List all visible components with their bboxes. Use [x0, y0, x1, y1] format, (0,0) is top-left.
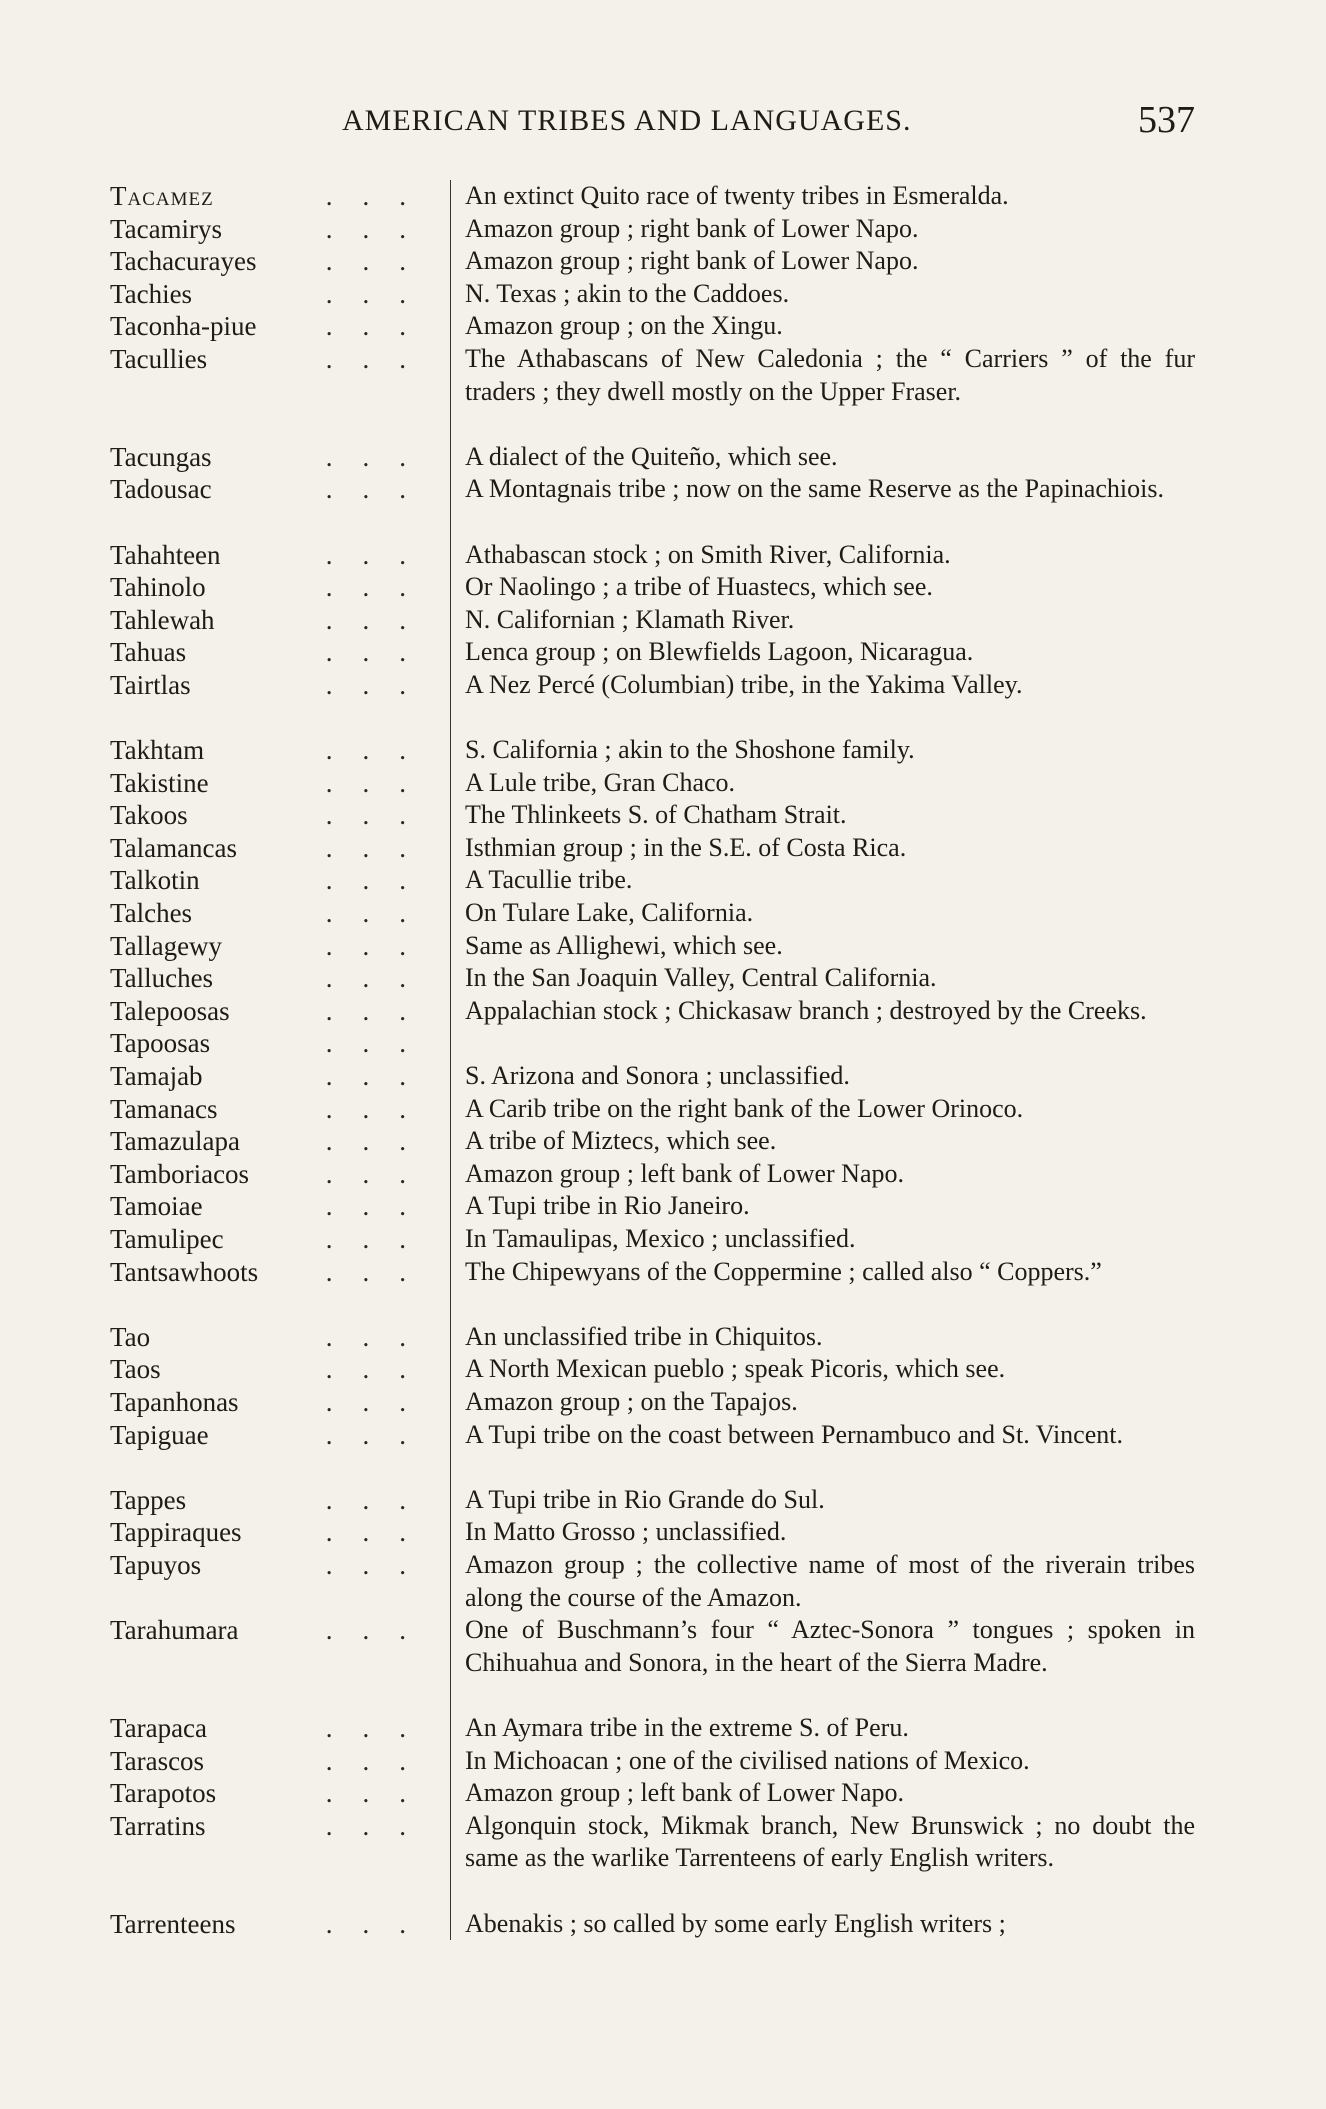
entry-description: A Tupi tribe in Rio Grande do Sul.: [450, 1484, 1195, 1517]
entry-name: [110, 962, 450, 995]
entry-name: [110, 180, 450, 213]
entry-name-text: Tahinolo: [110, 572, 206, 603]
entry-row: [110, 1190, 1195, 1223]
entry-name: [110, 1125, 450, 1158]
entry-row: [110, 995, 1195, 1028]
entry-description: A Tupi tribe on the coast between Pernambuco and St. Vincent.: [450, 1419, 1195, 1484]
running-title: AMERICAN TRIBES AND LANGUAGES.: [342, 104, 912, 137]
entry-name-text: Tarrenteens: [110, 1908, 236, 1939]
entry-description: Lenca group ; on Blewfields Lagoon, Nicaragua.: [450, 636, 1195, 669]
entry-description: A tribe of Miztecs, which see.: [450, 1125, 1195, 1158]
leader-dots: ...: [325, 1321, 436, 1352]
entry-description: A North Mexican pueblo ; speak Picoris, which see.: [450, 1353, 1195, 1386]
entry-name: [110, 1093, 450, 1126]
entry-name: [110, 864, 450, 897]
entry-row: [110, 1516, 1195, 1549]
entry-description: An extinct Quito race of twenty tribes in Esmeralda.: [450, 180, 1195, 213]
leader-dots: ...: [325, 637, 436, 668]
leader-dots: ...: [325, 995, 436, 1026]
leader-dots: ...: [325, 474, 436, 505]
entry-list: [110, 180, 1195, 1940]
leader-dots: ...: [325, 1745, 436, 1776]
entry-row: [110, 1810, 1195, 1908]
leader-dots: ...: [325, 1484, 436, 1515]
leader-dots: ...: [325, 898, 436, 929]
entry-description: Amazon group ; the collective name of most of the riverain tribes along the course of the Amazon.: [450, 1549, 1195, 1614]
entry-name: [110, 799, 450, 832]
entry-row: [110, 1614, 1195, 1712]
entry-description: A Tupi tribe in Rio Janeiro.: [450, 1190, 1195, 1223]
entry-name: [110, 1190, 450, 1223]
entry-row: [110, 636, 1195, 669]
entry-name: [110, 1419, 450, 1452]
entry-description: Amazon group ; right bank of Lower Napo.: [450, 213, 1195, 246]
entry-description: Isthmian group ; in the S.E. of Costa Rica.: [450, 832, 1195, 865]
entry-description: Amazon group ; right bank of Lower Napo.: [450, 245, 1195, 278]
entry-description: Abenakis ; so called by some early English writers ;: [450, 1908, 1195, 1941]
entry-name-text: Talepoosas: [110, 995, 230, 1026]
entry-name-text: Tadousac: [110, 474, 212, 505]
entry-name-text: Tacamez: [110, 181, 214, 211]
entry-name: [110, 1549, 450, 1582]
leader-dots: ...: [325, 1126, 436, 1157]
entry-name-text: Tacamirys: [110, 213, 223, 244]
entry-name: [110, 1223, 450, 1256]
leader-dots: ...: [325, 213, 436, 244]
entry-name: [110, 995, 450, 1028]
entry-row: [110, 799, 1195, 832]
entry-name: [110, 1158, 450, 1191]
leader-dots: ...: [325, 1028, 436, 1059]
entry-row: [110, 539, 1195, 572]
entry-row: [110, 1484, 1195, 1517]
entry-row: [110, 180, 1195, 213]
leader-dots: ...: [325, 1517, 436, 1548]
entry-name-text: Tacullies: [110, 343, 208, 374]
entry-name: [110, 441, 450, 474]
entry-name-text: Talluches: [110, 963, 214, 994]
entry-description: On Tulare Lake, California.: [450, 897, 1195, 930]
entry-description: Amazon group ; on the Tapajos.: [450, 1386, 1195, 1419]
entry-name: [110, 1353, 450, 1386]
entry-description: An unclassified tribe in Chiquitos.: [450, 1321, 1195, 1354]
entry-name-text: Tairtlas: [110, 669, 191, 700]
entry-name-text: Tamoiae: [110, 1191, 203, 1222]
entry-name-text: Talamancas: [110, 832, 238, 863]
entry-row: [110, 310, 1195, 343]
leader-dots: ...: [325, 604, 436, 635]
entry-description: Appalachian stock ; Chickasaw branch ; destroyed by the Creeks.: [450, 995, 1195, 1028]
entry-name-text: Tahlewah: [110, 604, 215, 635]
entry-name-text: Talches: [110, 898, 193, 929]
entry-name: [110, 636, 450, 669]
leader-dots: ...: [325, 1061, 436, 1092]
leader-dots: ...: [325, 800, 436, 831]
entry-row: [110, 897, 1195, 930]
entry-description: Or Naolingo ; a tribe of Huastecs, which see.: [450, 571, 1195, 604]
entry-name-text: Taconha-piue: [110, 311, 257, 342]
leader-dots: ...: [325, 767, 436, 798]
entry-description: Amazon group ; left bank of Lower Napo.: [450, 1777, 1195, 1810]
entry-name: [110, 734, 450, 767]
leader-dots: ...: [325, 441, 436, 472]
entry-name-text: Takoos: [110, 800, 188, 831]
entry-name: [110, 473, 450, 506]
entry-row: [110, 1386, 1195, 1419]
entry-description: S. California ; akin to the Shoshone family.: [450, 734, 1195, 767]
entry-name-text: Taos: [110, 1354, 161, 1385]
entry-name-text: Tao: [110, 1321, 151, 1352]
entry-row: [110, 930, 1195, 963]
leader-dots: ...: [325, 1256, 436, 1287]
entry-name-text: Talkotin: [110, 865, 200, 896]
leader-dots: ...: [325, 963, 436, 994]
entry-description: Amazon group ; left bank of Lower Napo.: [450, 1158, 1195, 1191]
leader-dots: ...: [325, 1810, 436, 1841]
entry-row: [110, 278, 1195, 311]
entry-name: [110, 278, 450, 311]
leader-dots: ...: [325, 311, 436, 342]
entry-name-text: Tarascos: [110, 1745, 205, 1776]
entry-description: A Nez Percé (Columbian) tribe, in the Yakima Valley.: [450, 669, 1195, 734]
entry-description: The Chipewyans of the Coppermine ; called also “ Coppers.”: [450, 1256, 1195, 1321]
leader-dots: ...: [325, 1615, 436, 1646]
leader-dots: ...: [325, 735, 436, 766]
leader-dots: ...: [325, 1778, 436, 1809]
entry-name-text: Tachacurayes: [110, 246, 257, 277]
entry-name: [110, 1908, 450, 1941]
entry-name-text: Tappes: [110, 1484, 187, 1515]
entry-name: [110, 604, 450, 637]
entry-name: [110, 1777, 450, 1810]
leader-dots: ...: [325, 539, 436, 570]
entry-row: [110, 343, 1195, 441]
leader-dots: ...: [325, 181, 436, 211]
entry-name: [110, 571, 450, 604]
entry-row: [110, 473, 1195, 538]
entry-description: Athabascan stock ; on Smith River, California.: [450, 539, 1195, 572]
entry-row: [110, 1908, 1195, 1941]
entry-name: [110, 930, 450, 963]
entry-description: Algonquin stock, Mikmak branch, New Brunswick ; no doubt the same as the warlike Tarrenteens of early English writers.: [450, 1810, 1195, 1908]
entry-name: [110, 1060, 450, 1093]
entry-description: In Matto Grosso ; unclassified.: [450, 1516, 1195, 1549]
page-number: 537: [1138, 99, 1195, 141]
leader-dots: ...: [325, 572, 436, 603]
entry-description: N. Californian ; Klamath River.: [450, 604, 1195, 637]
entry-row: [110, 245, 1195, 278]
entry-name: [110, 767, 450, 800]
entry-row: [110, 441, 1195, 474]
leader-dots: ...: [325, 1712, 436, 1743]
entry-name: [110, 897, 450, 930]
entry-name-text: Tarapotos: [110, 1778, 217, 1809]
leader-dots: ...: [325, 1908, 436, 1939]
entry-name-text: Tarahumara: [110, 1615, 239, 1646]
entry-name: [110, 343, 450, 376]
entry-name-text: Tappiraques: [110, 1517, 242, 1548]
leader-dots: ...: [325, 669, 436, 700]
entry-description: A Tacullie tribe.: [450, 864, 1195, 897]
entry-row: [110, 1223, 1195, 1256]
entry-name-text: Takistine: [110, 767, 209, 798]
entry-name-text: Tachies: [110, 278, 193, 309]
entry-row: [110, 1060, 1195, 1093]
entry-name-text: Tahahteen: [110, 539, 221, 570]
entry-name: [110, 1810, 450, 1843]
entry-row: [110, 767, 1195, 800]
entry-description: The Athabascans of New Caledonia ; the “ Carriers ” of the fur traders ; they dwell mostly on the Upper Fraser.: [450, 343, 1195, 441]
entry-name-text: Tamajab: [110, 1061, 203, 1092]
entry-row: [110, 213, 1195, 246]
entry-row: [110, 1549, 1195, 1614]
leader-dots: ...: [325, 1354, 436, 1385]
leader-dots: ...: [325, 1419, 436, 1450]
leader-dots: ...: [325, 1549, 436, 1580]
entry-name-text: Tarapaca: [110, 1712, 208, 1743]
entry-name: [110, 213, 450, 246]
entry-name-text: Tamanacs: [110, 1093, 218, 1124]
leader-dots: ...: [325, 1224, 436, 1255]
entry-description: A dialect of the Quiteño, which see.: [450, 441, 1195, 474]
entry-row: [110, 1321, 1195, 1354]
entry-row: [110, 1093, 1195, 1126]
page-header: [110, 99, 1195, 148]
entry-name-text: Tapiguae: [110, 1419, 209, 1450]
entry-row: [110, 1027, 1195, 1060]
leader-dots: ...: [325, 343, 436, 374]
entry-description: The Thlinkeets S. of Chatham Strait.: [450, 799, 1195, 832]
entry-description: A Montagnais tribe ; now on the same Reserve as the Papinachiois.: [450, 473, 1195, 538]
entry-name-text: Takhtam: [110, 735, 205, 766]
leader-dots: ...: [325, 246, 436, 277]
entry-name-text: Tahuas: [110, 637, 187, 668]
entry-name: [110, 1745, 450, 1778]
entry-name: [110, 1256, 450, 1289]
entry-name: [110, 1321, 450, 1354]
entry-row: [110, 669, 1195, 734]
entry-row: [110, 1158, 1195, 1191]
entry-name-text: Tamboriacos: [110, 1158, 250, 1189]
entry-description: Amazon group ; on the Xingu.: [450, 310, 1195, 343]
entry-name: [110, 1712, 450, 1745]
entry-row: [110, 734, 1195, 767]
entry-row: [110, 832, 1195, 865]
entry-row: [110, 864, 1195, 897]
entry-row: [110, 1712, 1195, 1745]
entry-name-text: Tantsawhoots: [110, 1256, 259, 1287]
entry-name: [110, 1516, 450, 1549]
entry-description: [450, 1027, 1195, 1060]
entry-row: [110, 1419, 1195, 1484]
entry-description: An Aymara tribe in the extreme S. of Peru.: [450, 1712, 1195, 1745]
entry-name-text: Tamazulapa: [110, 1126, 241, 1157]
leader-dots: ...: [325, 865, 436, 896]
entry-description: In the San Joaquin Valley, Central California.: [450, 962, 1195, 995]
entry-name: [110, 1484, 450, 1517]
entry-name: [110, 669, 450, 702]
entry-name: [110, 310, 450, 343]
entry-row: [110, 1353, 1195, 1386]
entry-name: [110, 1614, 450, 1647]
entry-name: [110, 539, 450, 572]
entry-description: Same as Allighewi, which see.: [450, 930, 1195, 963]
entry-row: [110, 1745, 1195, 1778]
entry-name: [110, 1027, 450, 1060]
entry-row: [110, 571, 1195, 604]
leader-dots: ...: [325, 930, 436, 961]
leader-dots: ...: [325, 1093, 436, 1124]
entry-row: [110, 1125, 1195, 1158]
entry-description: N. Texas ; akin to the Caddoes.: [450, 278, 1195, 311]
entry-name-text: Tacungas: [110, 441, 212, 472]
entry-name-text: Tapuyos: [110, 1549, 202, 1580]
entry-name-text: Tamulipec: [110, 1224, 224, 1255]
entry-row: [110, 962, 1195, 995]
leader-dots: ...: [325, 1158, 436, 1189]
leader-dots: ...: [325, 1191, 436, 1222]
leader-dots: ...: [325, 278, 436, 309]
entry-description: A Lule tribe, Gran Chaco.: [450, 767, 1195, 800]
leader-dots: ...: [325, 832, 436, 863]
entry-name: [110, 832, 450, 865]
leader-dots: ...: [325, 1386, 436, 1417]
entry-description: In Tamaulipas, Mexico ; unclassified.: [450, 1223, 1195, 1256]
entry-name-text: Tapanhonas: [110, 1386, 239, 1417]
entry-row: [110, 604, 1195, 637]
entry-description: In Michoacan ; one of the civilised nations of Mexico.: [450, 1745, 1195, 1778]
entry-description: A Carib tribe on the right bank of the Lower Orinoco.: [450, 1093, 1195, 1126]
entry-row: [110, 1256, 1195, 1321]
entry-description: S. Arizona and Sonora ; unclassified.: [450, 1060, 1195, 1093]
entry-description: One of Buschmann’s four “ Aztec-Sonora ” tongues ; spoken in Chihuahua and Sonora, in the heart of the Sierra Madre.: [450, 1614, 1195, 1712]
entry-name-text: Tarratins: [110, 1810, 206, 1841]
entry-row: [110, 1777, 1195, 1810]
entry-name-text: Tallagewy: [110, 930, 223, 961]
entry-name: [110, 245, 450, 278]
entry-name: [110, 1386, 450, 1419]
entry-name-text: Tapoosas: [110, 1028, 211, 1059]
